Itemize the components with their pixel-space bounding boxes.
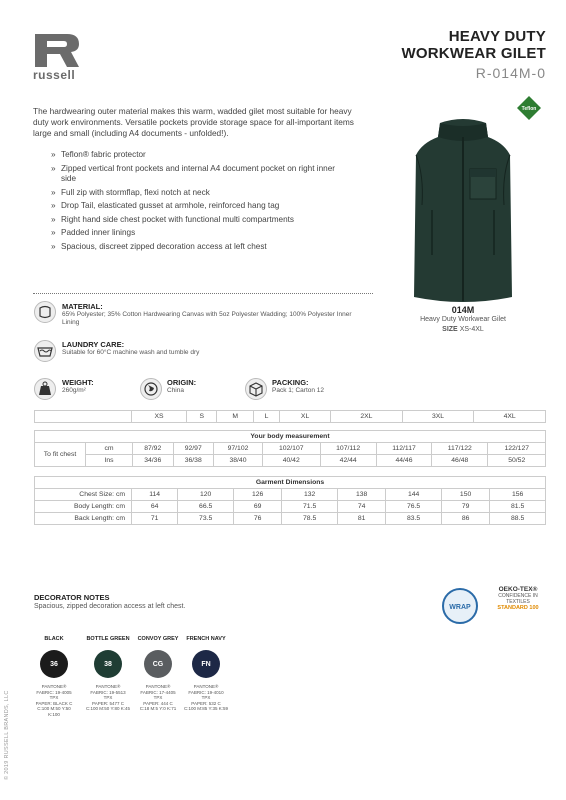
colour-name: BOTTLE GREEN [86,636,130,642]
table-cell: 150 [441,489,489,501]
weight-text: 260g/m² [62,387,86,394]
colour-fabric: FABRIC: 17-4405 TPX [140,689,176,700]
size-col-header: 3XL [402,411,474,423]
body-length-label: Body Length: cm [35,501,132,513]
colour-fabric: FABRIC: 19-4010 TPX [188,689,224,700]
size-col-header: 2XL [331,411,403,423]
oeko-tex-logo [488,587,548,611]
table-row [35,501,546,513]
caption-code: 014M [451,305,475,315]
table-cell: 71.5 [282,501,338,513]
colour-fabric: FABRIC: 19-4005 TPX [36,689,72,700]
colour-pantone: PANTONE® [41,684,67,689]
size-col-header: XL [280,411,331,423]
ins-unit-label: Ins [86,455,133,467]
size-header-table [34,410,546,423]
colour-name: FRENCH NAVY [186,636,226,642]
table-cell: 138 [337,489,385,501]
colour-cmyk: C:100 M:50 Y:50 K:100 [37,706,71,717]
feature-item: » Teflon® fabric protector [51,150,341,161]
caption-size-label: SIZE [442,326,458,333]
table-cell: 71 [132,513,178,525]
colour-circle: FN [192,650,220,678]
table-cell: 86 [441,513,489,525]
colour-name: BLACK [44,636,64,642]
colour-paper: PAPER: 5477 C [92,700,124,706]
table-cell: 42/44 [320,455,376,467]
table-cell: 97/102 [214,443,263,455]
laundry-heading: LAUNDRY CARE: [62,340,125,349]
laundry-text: Suitable for 60°C machine wash and tumble dry [62,349,200,356]
oeko-standard: STANDARD 100 [497,605,539,611]
table-row [35,489,546,501]
back-length-label: Back Length: cm [35,513,132,525]
colour-paper: PAPER: 532 C [191,700,221,706]
origin-heading: ORIGIN: [167,378,197,387]
table-cell: 78.5 [282,513,338,525]
table-cell: 107/112 [320,443,376,455]
table-cell: 79 [441,501,489,513]
weight-icon [34,378,56,400]
weight-block [62,378,94,395]
material-block [62,302,362,327]
product-title [402,28,546,81]
table-row [35,513,546,525]
colour-paper: PAPER: 444 C [143,700,173,706]
section-divider [33,293,373,294]
colour-pantone: PANTONE® [193,684,219,689]
colour-cmyk: C:18 M:5 Y:0 K:71 [139,706,177,711]
table-cell: 81.5 [490,501,546,513]
material-heading: MATERIAL: [62,302,103,311]
size-header-blank [35,411,132,423]
fit-chest-label: To fit chest [35,443,86,467]
table-cell: 132 [282,489,338,501]
feature-item: » Spacious, discreet zipped decoration access at left chest [51,242,341,253]
colour-swatch-black [32,636,76,717]
table-cell: 69 [234,501,282,513]
colour-cmyk: C:100 M:50 Y:80 K:45 [86,706,130,711]
size-col-header: 4XL [474,411,546,423]
table-cell: 46/48 [432,455,488,467]
table-cell: 117/122 [432,443,488,455]
table-row [35,443,546,455]
laundry-block [62,340,362,357]
russell-logo [33,34,87,84]
colour-pantone: PANTONE® [145,684,171,689]
cm-unit-label: cm [86,443,133,455]
packing-heading: PACKING: [272,378,309,387]
packing-block [272,378,324,395]
body-measurement-table [34,430,546,467]
gilet-product-image [404,115,522,305]
origin-text: China [167,387,184,394]
box-icon [245,378,267,400]
feature-item: » Right hand side chest pocket with functional multi compartments [51,215,341,226]
russell-r-mark-icon [35,34,81,67]
table-cell: 92/97 [173,443,214,455]
table-cell: 112/117 [376,443,431,455]
teflon-badge-text: Teflon [521,106,537,112]
size-header-row [35,411,546,423]
table-cell: 44/46 [376,455,431,467]
globe-icon [140,378,162,400]
colour-circle: 38 [94,650,122,678]
product-code: R-014M-0 [475,65,546,81]
colour-pantone: PANTONE® [95,684,121,689]
fabric-icon [34,301,56,323]
table-cell: 144 [386,489,442,501]
garment-dimensions-table [34,476,546,525]
table-cell: 64 [132,501,178,513]
wrap-logo-text: WRAP [449,604,471,611]
brand-name: russell [33,68,76,82]
size-col-header: M [217,411,253,423]
product-caption [404,305,522,335]
feature-list [51,150,341,255]
washing-icon [34,340,56,362]
feature-item: » Padded inner linings [51,228,341,239]
table-cell: 81 [337,513,385,525]
colour-paper: PAPER: BLACK C [35,700,73,706]
table-cell: 76 [234,513,282,525]
size-col-header: XS [132,411,187,423]
table-cell: 114 [132,489,178,501]
table-cell: 88.5 [490,513,546,525]
material-text: 65% Polyester; 35% Cotton Hardwearing Canvas with 5oz Polyester Wadding; 100% Polyester Inner Lining [62,311,352,326]
table-cell: 38/40 [214,455,263,467]
body-measurement-heading: Your body measurement [35,431,546,443]
title-line-2: WORKWEAR GILET [401,45,546,62]
table-cell: 40/42 [263,455,321,467]
colour-circle: CG [144,650,172,678]
caption-name: Heavy Duty Workwear Gilet [420,316,506,323]
colour-name: CONVOY GREY [137,636,179,642]
table-cell: 83.5 [386,513,442,525]
size-col-header: L [253,411,279,423]
copyright-notice: © 2019 RUSSELL BRANDS, LLC [4,690,10,780]
table-cell: 156 [490,489,546,501]
size-col-header: S [187,411,217,423]
table-cell: 36/38 [173,455,214,467]
table-cell: 102/107 [263,443,321,455]
oeko-title: OEKO-TEX® [498,586,538,593]
feature-item: » Drop Tail, elasticated gusset at armhole, reinforced hang tag [51,201,341,212]
colour-circle: 36 [40,650,68,678]
colour-swatch-french-navy [184,636,228,712]
decorator-text: Spacious, zipped decoration access at left chest. [34,603,186,610]
table-cell: 126 [234,489,282,501]
table-cell: 73.5 [178,513,234,525]
decorator-heading: DECORATOR NOTES [34,593,110,602]
garment-dimensions-heading: Garment Dimensions [35,477,546,489]
weight-heading: WEIGHT: [62,378,94,387]
table-cell: 66.5 [178,501,234,513]
table-cell: 50/52 [488,455,546,467]
origin-block [167,378,196,395]
oeko-subtitle: CONFIDENCE IN TEXTILES [498,593,538,605]
product-description: The hardwearing outer material makes this warm, wadded gilet most suitable for heavy duty work environments. Versatile pockets provide storage space for all-important items large and small (including A4 documents - unfolded!). [33,106,354,138]
packing-text: Pack 1; Carton 12 [272,387,325,394]
table-row [35,455,546,467]
table-cell: 122/127 [488,443,546,455]
table-cell: 34/36 [133,455,174,467]
feature-item: » Zipped vertical front pockets and internal A4 document pocket on right inner side [51,164,341,185]
title-line-1: HEAVY DUTY [448,28,546,45]
table-cell: 74 [337,501,385,513]
caption-size-value: XS-4XL [459,326,484,333]
wrap-cert-logo [442,588,478,624]
colour-swatch-bottle-green [86,636,130,712]
colour-fabric: FABRIC: 19-5513 TPX [90,689,126,700]
table-cell: 87/92 [133,443,174,455]
feature-item: » Full zip with stormflap, flexi notch at neck [51,188,341,199]
colour-swatch-convoy-grey [136,636,180,712]
colour-cmyk: C:100 M:85 Y:35 K:59 [184,706,228,711]
table-cell: 120 [178,489,234,501]
chest-size-label: Chest Size: cm [35,489,132,501]
table-cell: 76.5 [386,501,442,513]
